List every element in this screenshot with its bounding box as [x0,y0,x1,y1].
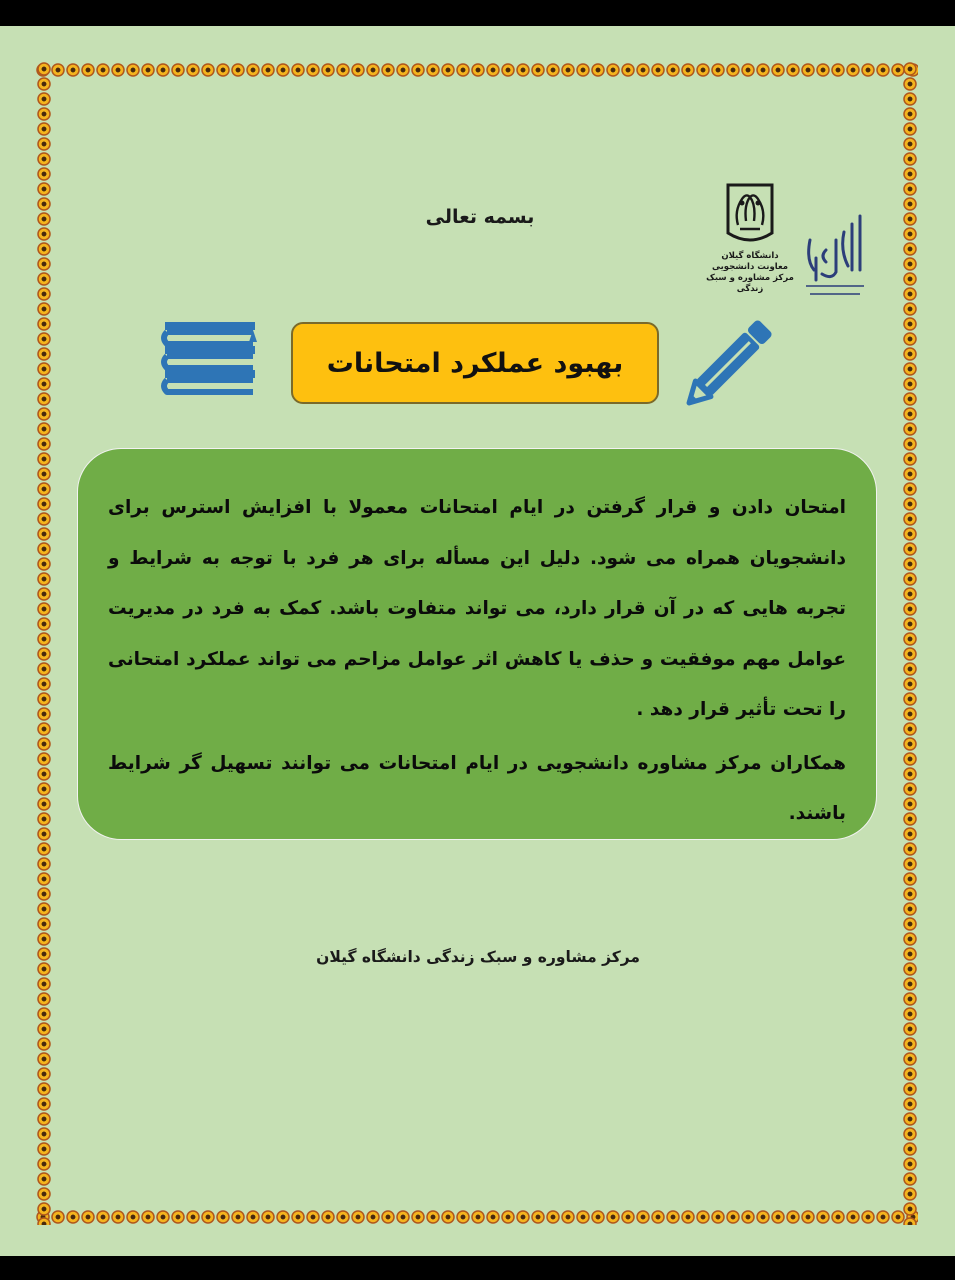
bismillah-heading: بسمه تعالی [425,206,535,228]
content-panel [77,448,877,840]
border-top [36,62,918,78]
books-stack-icon [157,316,259,398]
page-title: بهبود عملکرد امتحانات [291,322,659,404]
content-paragraph-1: امتحان دادن و قرار گرفتن در ایام امتحانات معمولا با افزایش استرس برای دانشجویان همراه می شود. دلیل این مسأله برای هر فرد با توجه به شرایط و تجربه هایی که در آن قرار دارد، می تواند متفاوت باشد. کمک به فرد در مدیریت عوامل مهم موفقیت و حذف یا کاهش اثر عوامل مزاحم می تواند عملکرد امتحانی را تحت تأثیر قرار دهد . [108,497,846,720]
student-affairs-logo [802,210,868,302]
guilan-logo-line1: دانشگاه گیلان [721,251,779,261]
border-left [36,62,52,1225]
poster-page [0,26,955,1256]
border-bottom [36,1209,918,1225]
footer-credit: مرکز مشاوره و سبک زندگی دانشگاه گیلان [316,948,640,966]
border-right [902,62,918,1225]
guilan-logo-line3: مرکز مشاوره و سبک زندگی [706,273,794,294]
pencil-icon [684,306,786,408]
content-paragraph-2: همکاران مرکز مشاوره دانشجویی در ایام امتحانات می توانند تسهیل گر شرایط باشند. [108,752,846,824]
guilan-emblem-icon [722,181,778,251]
guilan-university-logo [700,181,800,301]
guilan-logo-line2: معاونت دانشجویی [711,262,789,272]
